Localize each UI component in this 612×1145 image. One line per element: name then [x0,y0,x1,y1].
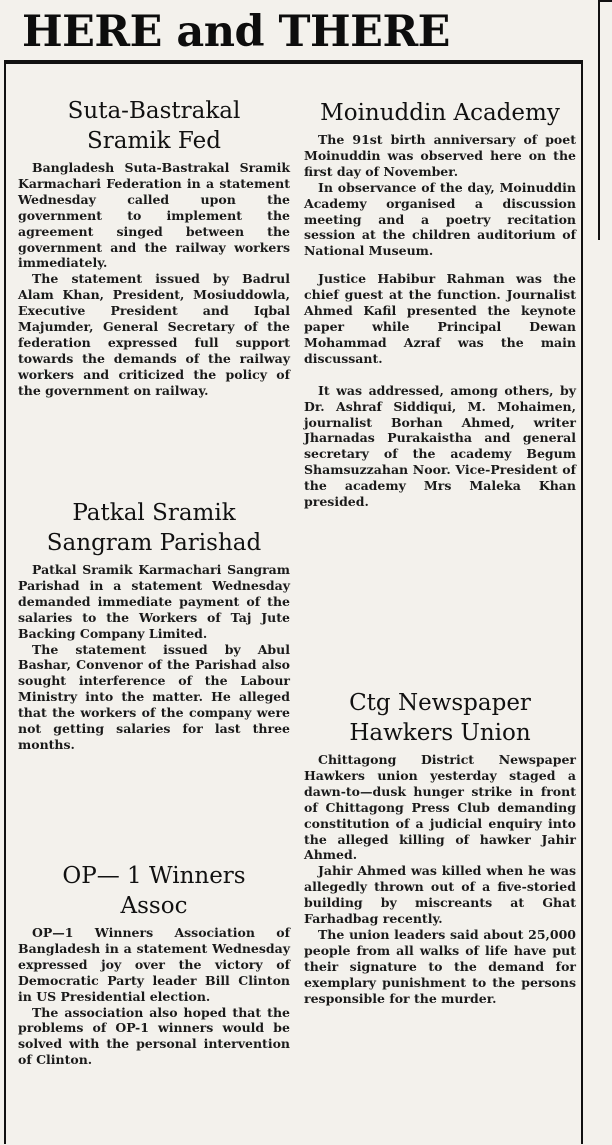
headline-line: Patkal Sramik [72,500,236,526]
story-paragraph: Bangladesh Suta-Bastrakal Sramik Karmachari Federation in a statement Wednesday called upon the government to implement the agreement singed between the government and the railway workers immediately. [18,160,290,271]
headline-line: Sramik Fed [87,128,221,154]
headline-line: Moinuddin Academy [320,100,560,126]
story-paragraph: The association also hoped that the problems of OP-1 winners would be solved with the personal intervention of Clinton. [18,1004,290,1068]
story-paragraph: The statement issued by Badrul Alam Khan, President, Mosiuddowla, Executive President and Iqbal Majumder, General Secretary of the federation expressed full support towards the demands of the railway workers and criticized the policy of the government on railway. [18,271,290,398]
masthead-title: HERE and THERE [22,7,450,57]
story-paragraph: Chittagong District Newspaper Hawkers union yesterday staged a dawn-to—dusk hunger strike in front of Chittagong Press Club demanding constitution of a judicial enquiry into the alleged killing of hawker Jahir Ahmed. [304,752,576,863]
story-op1-winners [18,861,290,1068]
adjacent-column-rule [598,0,612,240]
story-suta-bastrakal [18,96,290,399]
headline-line: Sangram Parishad [46,530,262,556]
story-paragraph: Justice Habibur Rahman was the chief guest at the function. Journalist Ahmed Kafil presented the keynote paper while Principal Dewan Mohammad Azraf was the main discussant. [304,271,576,366]
story-paragraph: In observance of the day, Moinuddin Academy organised a discussion meeting and a poetry recitation session at the children auditorium of National Museum. [304,179,576,259]
left-column [18,90,290,1145]
story-paragraph: The union leaders said about 25,000 people from all walks of life have put their signature to the demand for exemplary punishment to the persons responsible for the murder. [304,926,576,1006]
story-paragraph: OP—1 Winners Association of Bangladesh in a statement Wednesday expressed joy over the victory of Democratic Party leader Bill Clinton in US Presidential election. [18,925,290,1004]
story-paragraph: It was addressed, among others, by Dr. Ashraf Siddiqui, M. Mohaimen, journalist Borhan Ahmed, writer Jharnadas Purakaistha and general secretary of the academy Begum Shamsuzzahan Noor. Vice-President of the academy Mrs Maleka Khan presided. [304,382,576,510]
story-patkal-sramik [18,498,290,753]
story-paragraph: The 91st birth anniversary of poet Moinuddin was observed here on the first day of November. [304,132,576,179]
headline-line: Suta-Bastrakal [67,98,241,124]
story-paragraph: Patkal Sramik Karmachari Sangram Parishad in a statement Wednesday demanded immediate payment of the salaries to the Workers of Taj Jute Backing Company Limited. [18,562,290,641]
story-paragraph: The statement issued by Abul Bashar, Convenor of the Parishad also sought interference of the Labour Ministry into the matter. He alleged that the workers of the company were not getting salaries for last three months. [18,641,290,752]
headline-line: OP— 1 Winners [62,863,246,889]
story-ctg-newspaper-hawkers [304,688,576,1007]
right-column [304,90,576,1145]
masthead-rule [4,60,582,64]
story-headline [18,498,290,558]
headline-line: Ctg Newspaper [349,690,531,716]
story-paragraph: Jahir Ahmed was killed when he was allegedly thrown out of a five-storied building by miscreants at Ghat Farhadbag recently. [304,863,576,927]
headline-line: Hawkers Union [349,720,531,746]
story-headline [18,861,290,921]
headline-line: Assoc [120,893,188,919]
story-moinuddin-academy [304,98,576,510]
right-border-rule [581,60,583,1144]
story-headline [18,96,290,156]
story-headline [304,98,576,128]
left-border-rule [4,60,6,1144]
story-headline [304,688,576,748]
